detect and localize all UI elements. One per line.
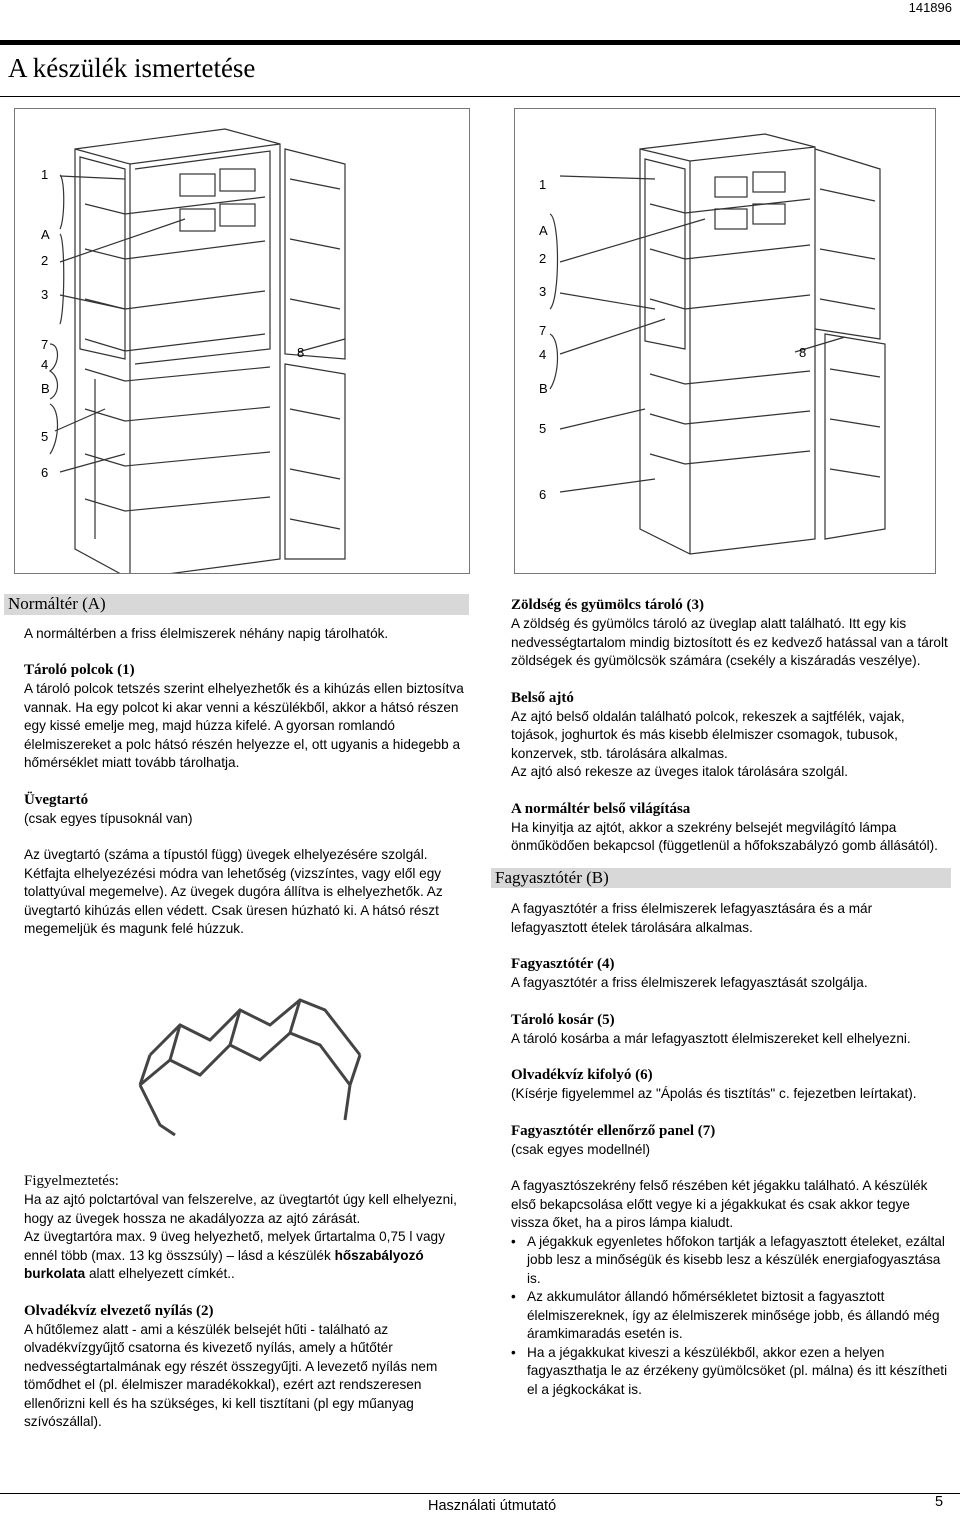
olvadekviz-heading: Olvadékvíz elvezető nyílás (2) — [24, 1302, 214, 1319]
section-header-normalter: Normáltér (A) — [4, 594, 469, 615]
list-item: • Az akkumulátor állandó hőmérsékletet biztosit a fagyasztott élelmiszereknek, így az élelmiszerek minősége jobb, és állandó még áramkimaradás esetén is. — [511, 1288, 951, 1344]
figure-label-1: 1 — [41, 167, 49, 182]
figure-label-B: B — [41, 381, 50, 396]
document-number: 141896 — [908, 0, 952, 15]
list-item: • Ha a jégakkukat kiveszi a készülékből, akkor ezen a helyen fagyaszthatja le az érzékeny gyümölcsöket (pl. málna) és itt készítheti el a jégkockákat is. — [511, 1344, 951, 1400]
refrigerator-drawing-left — [15, 109, 469, 573]
section-header-fagyasztoter: Fagyasztótér (B) — [491, 868, 951, 889]
figure-label-8: 8 — [297, 345, 305, 360]
taroló-polcok-heading: Tároló polcok (1) — [24, 662, 135, 678]
figyelmeztetes-text-2-bold: hőszabályozó burkolata — [24, 1247, 424, 1281]
footer-text: Használati útmutató — [428, 1498, 557, 1514]
belso-ajto-text-1: Az ajtó belső oldalán található polcok, rekeszek a sajtfélék, vajak, tojások, joghurtok és más kisebb élelmiszer csomagok, tubusok, konzervek, stb. tárolására alkalmas. — [511, 708, 905, 761]
figure-label-6: 6 — [41, 465, 49, 480]
figyelmeztetes-text-2 — [24, 1228, 469, 1284]
kifolyo-text: (Kísérje figyelemmel az "Ápolás és tisztítás" c. fejezetben leírtakat). — [511, 1086, 917, 1101]
uvegtarto-subtitle: (csak egyes típusoknál van) — [24, 810, 193, 826]
panel-heading: Fagyasztótér ellenőrző panel (7) — [511, 1122, 716, 1139]
figure-label-B: B — [539, 381, 548, 396]
list-item: • A jégakkuk egyenletes hőfokon tartják a lefagyasztott ételeket, ezáltal jobb lesz a minőségük és kisebb lesz a készülék energiafogyasztása is. — [511, 1233, 951, 1289]
figure-label-4: 4 — [539, 347, 547, 362]
right-column — [491, 596, 951, 1399]
normalter-text: A normáltérben a friss élelmiszerek néhány napig tárolhatók. — [24, 625, 389, 641]
fagyasztoter-text: A fagyasztótér a friss élelmiszerek lefagyasztására és a már lefagyasztott ételek tárolására alkalmas. — [511, 901, 873, 935]
figure-label-4: 4 — [41, 357, 49, 372]
figure-label-A: A — [41, 227, 50, 242]
refrigerator-drawing-right — [515, 109, 935, 573]
vilagitas-heading: A normáltér belső világítása — [511, 800, 691, 817]
figure-label-2: 2 — [539, 251, 547, 266]
kosar-heading: Tároló kosár (5) — [511, 1011, 615, 1028]
belso-ajto-text-2: Az ajtó alsó rekesze az üveges italok tárolására szolgál. — [511, 764, 848, 779]
panel-subtitle: (csak egyes modellnél) — [511, 1141, 651, 1157]
figure-label-8: 8 — [799, 345, 807, 360]
kosar-text: A tároló kosárba a már lefagyasztott élelmiszereket kell elhelyezni. — [511, 1030, 911, 1046]
warning-block — [24, 1172, 469, 1432]
figure-label-A: A — [539, 223, 548, 238]
header-rule — [0, 40, 960, 45]
kifolyo-heading: Olvadékvíz kifolyó (6) — [511, 1067, 653, 1083]
zoldseg-heading: Zöldség és gyümölcs tároló (3) — [511, 597, 705, 613]
fagyasztoter-4-heading: Fagyasztótér (4) — [511, 956, 615, 972]
figure-label-6: 6 — [539, 487, 547, 502]
vilagitas-text: Ha kinyitja az ajtót, akkor a szekrény belsejét megvilágító lámpa önműködően bekapcsol (függetlenül a hőfokszabályzó gomb állásától). — [511, 819, 938, 853]
belso-ajto-heading: Belső ajtó — [511, 689, 574, 706]
figure-label-2: 2 — [41, 253, 49, 268]
refrigerator-figure-left — [14, 108, 470, 574]
figure-label-1: 1 — [539, 177, 547, 192]
uvegtarto-text: Az üvegtartó (száma a típustól függ) üvegek elhelyezésére szolgál. Kétfajta elhelyezézési módra van lehetőség (vizszíntes, vagy elől egy tolattyúval megemelve). Az üvegek dugóra állítva is elhelyezhetők. Az üvegtartó kihúzás ellen védett. Csak üresen húzható ki. A hátsó részt megemeljük és magunk felé húzzuk. — [24, 847, 443, 936]
refrigerator-figure-right — [514, 108, 936, 574]
taroló-polcok-text: A tároló polcok tetszés szerint elhelyezhetők és a kihúzás ellen biztosítva vannak. Ha egy polcot ki akar venni a készülékből, akkor a hátsó részen egy kissé emelje meg, majd húzza kifelé. A gyorsan romlandó élelmiszereket a polc hátsó részén helyezze el, ott ugyanis a hidegebb a hőmérséklet miatt tovább tárolhatja. — [24, 681, 464, 770]
figyelmeztetes-text-1: Ha az ajtó polctartóval van felszerelve, az üvegtartót úgy kell elhelyezni, hogy az üvegek hossza ne akadályozza az ajtó zárását. — [24, 1192, 457, 1226]
zoldseg-text: A zöldség és gyümölcs tároló az üveglap alatt található. Itt egy kis nedvességtartalom mindig biztosított és ez kedvező hatással van a tárolt zöldségek és gyümölcsök számára (csekély a kiszáradás veszélye). — [511, 616, 948, 668]
uvegtarto-heading: Üvegtartó — [24, 791, 89, 808]
left-column — [4, 594, 469, 939]
page-number: 5 — [935, 1494, 944, 1510]
olvadekviz-text: A hűtőlemez alatt - ami a készülék belsejét hűti - található az olvadékvízgyűjtő csatorna és kivezető nyílás, amely a hűtőtér nedvességtartalmának egy részét összegyűjti. A levezető nyílás nem tömődhet el (pl. élelmiszer maradékokkal), ezért azt rendszeresen ellenőrizni kell és ha szükséges, ki kell tisztítani (pl egy műanyag szívószállal). — [24, 1321, 438, 1429]
panel-text: A fagyasztószekrény felső részében két jégakku található. A készülék első bekapcsolása előtt vegye ki a jégakkukat és csak akkor tegye vissza őket, ha a piros lámpa kialudt. — [511, 1178, 928, 1230]
bottle-rack-drawing — [120, 985, 380, 1145]
title-rule — [0, 96, 960, 97]
figure-label-7: 7 — [539, 323, 547, 338]
bottle-rack-illustration — [120, 985, 380, 1145]
figure-label-5: 5 — [41, 429, 49, 444]
figyelmeztetes-text-2-pre: Az üvegtartóra max. 9 üveg helyezhető, melyek űrtartalma 0,75 l vagy ennél több (max. 13 kg összsúly) – lásd a készülék — [24, 1229, 445, 1263]
figyelmeztetes-text-2-post: alatt elhelyezett címkét.. — [88, 1266, 235, 1281]
page-title: A készülék ismertetése — [8, 53, 256, 83]
figure-label-3: 3 — [539, 284, 547, 299]
fagyasztoter-4-text: A fagyasztótér a friss élelmiszerek lefagyasztását szolgálja. — [511, 975, 868, 990]
figure-label-3: 3 — [41, 287, 49, 302]
figyelmeztetes-heading: Figyelmeztetés: — [24, 1173, 119, 1189]
footer-rule — [0, 1493, 960, 1494]
figure-label-7: 7 — [41, 337, 49, 352]
figure-label-5: 5 — [539, 421, 547, 436]
